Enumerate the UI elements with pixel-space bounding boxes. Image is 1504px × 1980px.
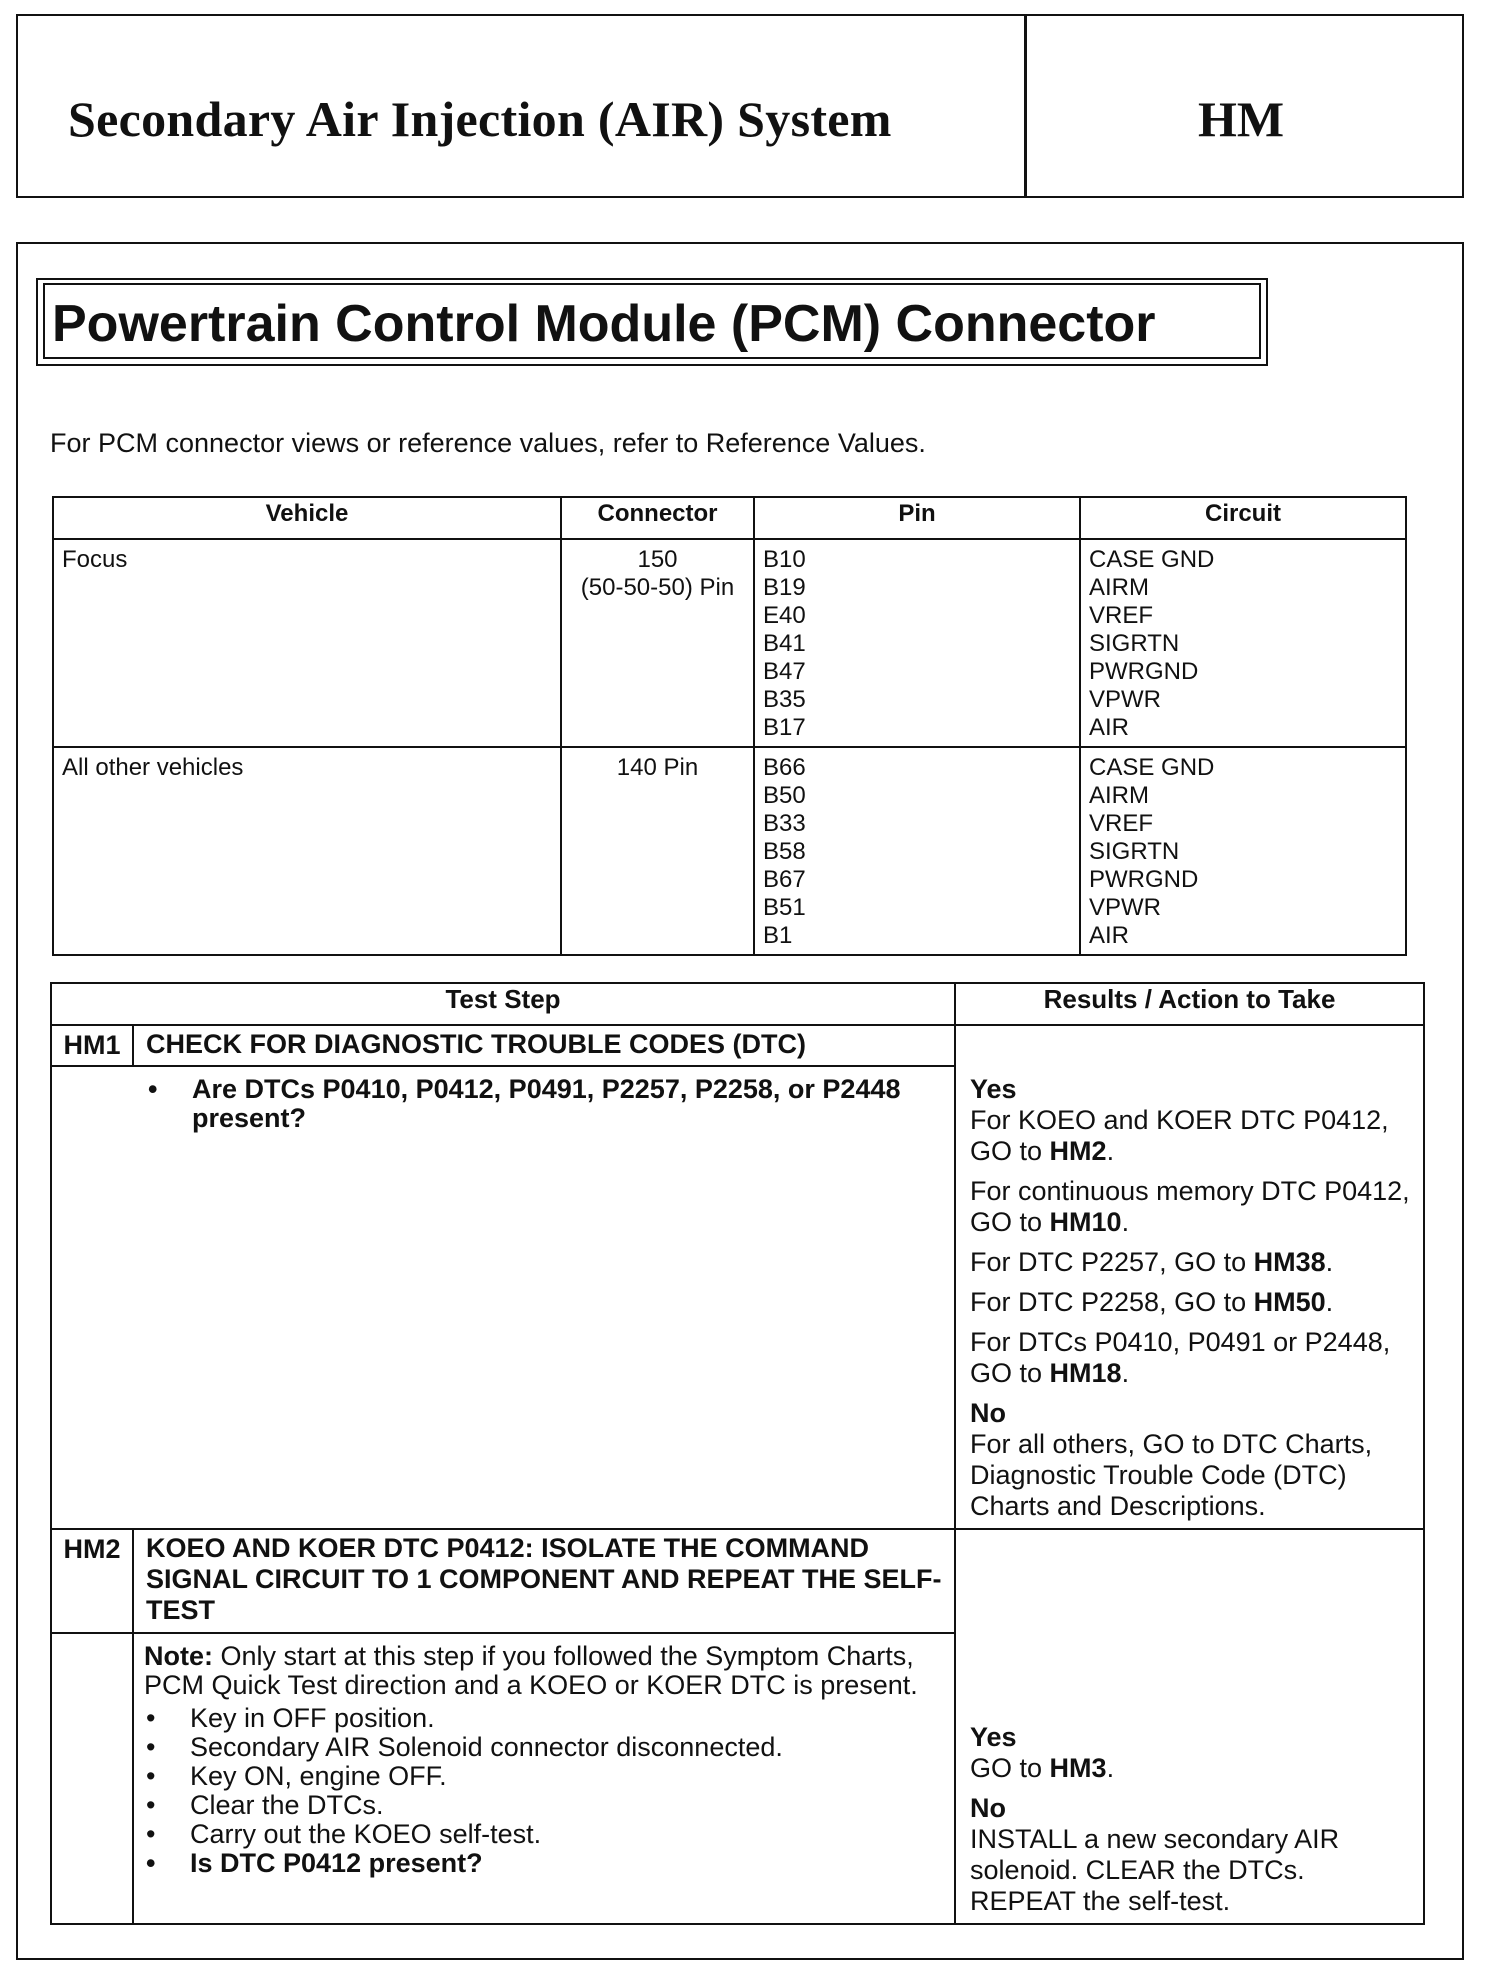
step-title: CHECK FOR DIAGNOSTIC TROUBLE CODES (DTC) bbox=[133, 1025, 955, 1066]
pin-cell bbox=[754, 747, 1080, 955]
header-circuit: Circuit bbox=[1080, 497, 1406, 539]
page-header bbox=[16, 14, 1464, 198]
step-list bbox=[144, 1704, 944, 1878]
result-item: For continuous memory DTC P0412, GO to HM10. bbox=[970, 1176, 1410, 1237]
header-results: Results / Action to Take bbox=[955, 983, 1424, 1025]
pin: B10 bbox=[763, 546, 806, 573]
step-link[interactable]: HM50 bbox=[1253, 1287, 1326, 1317]
pin: B50 bbox=[763, 782, 806, 809]
step-item: • Key in OFF position. bbox=[144, 1704, 944, 1733]
pin: B67 bbox=[763, 866, 806, 893]
result-item: For DTC P2257, GO to HM38. bbox=[970, 1247, 1334, 1277]
section-title: Powertrain Control Module (PCM) Connector bbox=[52, 295, 1156, 353]
pin: B51 bbox=[763, 894, 806, 921]
yes-label: Yes bbox=[970, 1074, 1017, 1104]
step-code: HM1 bbox=[51, 1025, 133, 1066]
circuit: VPWR bbox=[1089, 686, 1161, 713]
step-item: • Clear the DTCs. bbox=[144, 1791, 944, 1820]
pin: B58 bbox=[763, 838, 806, 865]
header-connector: Connector bbox=[561, 497, 754, 539]
pin: B66 bbox=[763, 754, 806, 781]
header-divider bbox=[1024, 16, 1027, 196]
section-title-box bbox=[36, 278, 1268, 366]
no-text: INSTALL a new secondary AIR solenoid. CLEAR the DTCs. REPEAT the self-test. bbox=[970, 1824, 1340, 1916]
no-label: No bbox=[970, 1398, 1006, 1428]
pin: B1 bbox=[763, 922, 793, 949]
circuit-cell bbox=[1080, 747, 1406, 955]
table-row bbox=[53, 539, 1406, 747]
step-question: • Is DTC P0412 present? bbox=[144, 1849, 944, 1878]
circuit: CASE GND bbox=[1089, 546, 1215, 573]
step-link[interactable]: HM3 bbox=[1049, 1753, 1107, 1783]
step-list bbox=[146, 1075, 944, 1133]
result-item: GO to HM3. bbox=[970, 1753, 1115, 1783]
circuit: AIRM bbox=[1089, 574, 1149, 601]
pin: B33 bbox=[763, 810, 806, 837]
header-vehicle: Vehicle bbox=[53, 497, 561, 539]
circuit: AIRM bbox=[1089, 782, 1149, 809]
test-table-header bbox=[51, 983, 1424, 1025]
connector-line: 150 bbox=[637, 546, 678, 573]
step-link[interactable]: HM10 bbox=[1049, 1207, 1122, 1237]
connector-line: (50-50-50) Pin bbox=[580, 574, 735, 601]
connector-cell bbox=[561, 539, 754, 747]
result-item: For DTCs P0410, P0491 or P2448, GO to HM18. bbox=[970, 1327, 1391, 1388]
circuit: AIR bbox=[1089, 922, 1130, 949]
hm1-body bbox=[51, 1066, 955, 1529]
connector-cell bbox=[561, 747, 754, 955]
circuit: SIGRTN bbox=[1089, 630, 1180, 657]
circuit: VPWR bbox=[1089, 894, 1161, 921]
result-item: For KOEO and KOER DTC P0412, GO to HM2. bbox=[970, 1105, 1389, 1166]
no-text: For all others, GO to DTC Charts, Diagnostic Trouble Code (DTC) Charts and Descriptions. bbox=[970, 1429, 1373, 1521]
circuit: VREF bbox=[1089, 810, 1154, 837]
hm1-title-row bbox=[51, 1025, 1424, 1066]
page-title: Secondary Air Injection (AIR) System bbox=[68, 91, 892, 147]
circuit: PWRGND bbox=[1089, 658, 1199, 685]
circuit: CASE GND bbox=[1089, 754, 1215, 781]
hm2-body bbox=[133, 1633, 955, 1924]
connector-line: 140 Pin bbox=[616, 754, 699, 781]
step-item: • Secondary AIR Solenoid connector disconnected. bbox=[144, 1733, 944, 1762]
note bbox=[144, 1642, 944, 1700]
circuit: VREF bbox=[1089, 602, 1154, 629]
step-question: • Are DTCs P0410, P0412, P0491, P2257, P2258, or P2448 present? bbox=[146, 1075, 944, 1133]
connector-table-header bbox=[53, 497, 1406, 539]
step-title: KOEO AND KOER DTC P0412: ISOLATE THE COMMAND SIGNAL CIRCUIT TO 1 COMPONENT AND REPEAT THE SELF-TEST bbox=[133, 1529, 955, 1633]
circuit-cell bbox=[1080, 539, 1406, 747]
yes-label: Yes bbox=[970, 1722, 1017, 1752]
step-link[interactable]: HM2 bbox=[1049, 1136, 1107, 1166]
pin: B41 bbox=[763, 630, 806, 657]
pin-cell bbox=[754, 539, 1080, 747]
test-step-table bbox=[50, 982, 1425, 1925]
pin: B35 bbox=[763, 686, 806, 713]
circuit: AIR bbox=[1089, 714, 1130, 741]
header-test-step: Test Step bbox=[51, 983, 955, 1025]
table-row bbox=[53, 747, 1406, 955]
circuit: SIGRTN bbox=[1089, 838, 1180, 865]
header-pin: Pin bbox=[754, 497, 1080, 539]
pin: B47 bbox=[763, 658, 806, 685]
hm2-title-row bbox=[51, 1529, 1424, 1633]
note-label: Note: bbox=[144, 1641, 213, 1672]
section-code: HM bbox=[1198, 91, 1285, 147]
note-text: Only start at this step if you followed the Symptom Charts, PCM Quick Test direction and a KOEO or KOER DTC is present. bbox=[144, 1641, 918, 1701]
step-item: • Carry out the KOEO self-test. bbox=[144, 1820, 944, 1849]
result-item: For DTC P2258, GO to HM50. bbox=[970, 1287, 1334, 1317]
connector-table bbox=[52, 496, 1407, 956]
intro-text: For PCM connector views or reference values, refer to Reference Values. bbox=[50, 428, 926, 458]
vehicle-cell: Focus bbox=[53, 539, 561, 747]
no-label: No bbox=[970, 1793, 1006, 1823]
hm2-results bbox=[955, 1529, 1424, 1924]
step-link[interactable]: HM38 bbox=[1253, 1247, 1326, 1277]
step-code: HM2 bbox=[51, 1529, 133, 1633]
step-item: • Key ON, engine OFF. bbox=[144, 1762, 944, 1791]
step-link[interactable]: HM18 bbox=[1049, 1358, 1122, 1388]
circuit: PWRGND bbox=[1089, 866, 1199, 893]
hm1-results bbox=[955, 1025, 1424, 1529]
vehicle-cell: All other vehicles bbox=[53, 747, 561, 955]
pin: B17 bbox=[763, 714, 806, 741]
pin: B19 bbox=[763, 574, 806, 601]
pin: E40 bbox=[763, 602, 806, 629]
